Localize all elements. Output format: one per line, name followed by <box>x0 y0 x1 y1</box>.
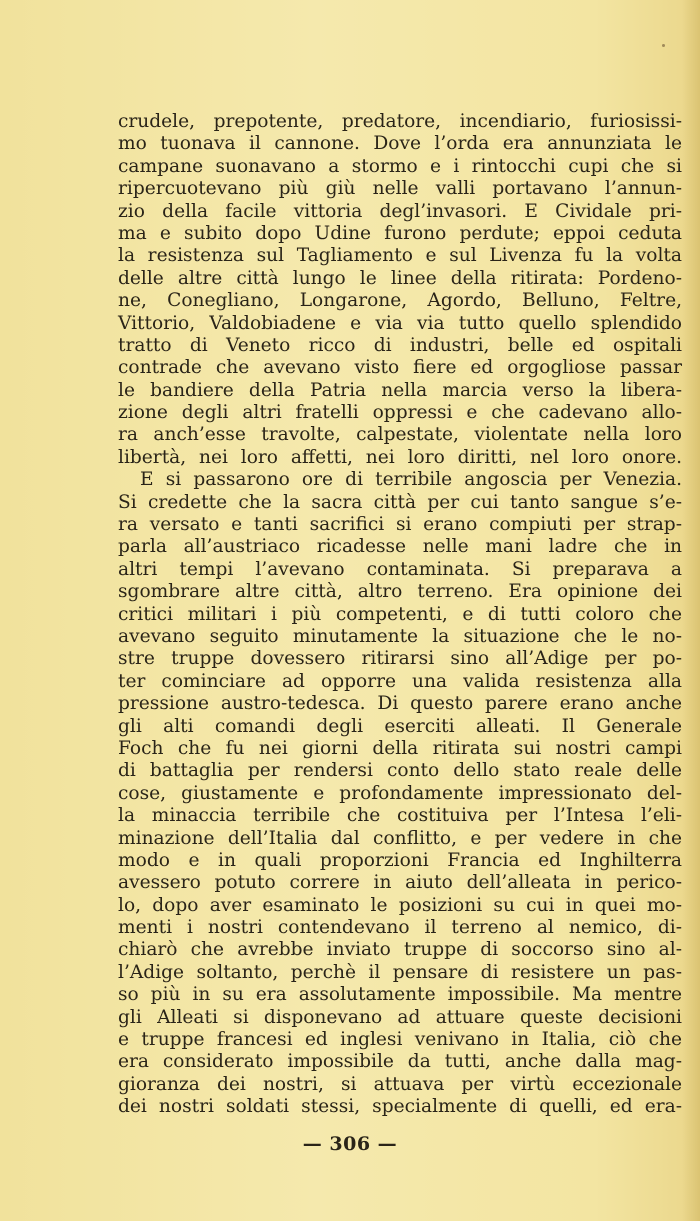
text-line: sgombrare altre città, altro terreno. Era opinione dei <box>118 581 682 603</box>
text-line: e truppe francesi ed inglesi venivano in Italia, ciò che <box>118 1029 682 1051</box>
text-line: Foch che fu nei giorni della ritirata sui nostri campi <box>118 737 682 759</box>
text-line: altri tempi l’avevano contaminata. Si preparava a <box>118 558 682 580</box>
text-line: contrade che avevano visto fiere ed orgogliose passar <box>118 357 682 379</box>
text-line: so più in su era assolutamente impossibile. Ma mentre <box>118 984 682 1006</box>
text-line: modo e in quali proporzioni Francia ed Inghilterra <box>118 849 682 871</box>
text-line: ra versato e tanti sacrifici si erano compiuti per strap- <box>118 514 682 536</box>
text-line: mo tuonava il cannone. Dove l’orda era annunziata le <box>118 133 682 155</box>
text-line: ne, Conegliano, Longarone, Agordo, Belluno, Feltre, <box>118 290 682 312</box>
text-line: gli alti comandi degli eserciti alleati. Il Generale <box>118 715 682 737</box>
text-line: pressione austro-tedesca. Di questo parere erano anche <box>118 693 682 715</box>
text-line: dei nostri soldati stessi, specialmente di quelli, ed era- <box>118 1096 682 1118</box>
text-line: libertà, nei loro affetti, nei loro diritti, nel loro onore. <box>118 446 682 468</box>
text-line: la resistenza sul Tagliamento e sul Livenza fu la volta <box>118 245 682 267</box>
paper-speck <box>662 44 665 47</box>
text-line: ma e subito dopo Udine furono perdute; eppoi ceduta <box>118 222 682 244</box>
text-line: di battaglia per rendersi conto dello stato reale delle <box>118 760 682 782</box>
text-line: ripercuotevano più giù nelle valli portavano l’annun- <box>118 178 682 200</box>
body-text <box>118 111 682 1119</box>
text-line: la minaccia terribile che costituiva per l’Intesa l’eli- <box>118 805 682 827</box>
text-line: delle altre città lungo le linee della ritirata: Pordeno- <box>118 267 682 289</box>
text-line: chiarò che avrebbe inviato truppe di soccorso sino al- <box>118 939 682 961</box>
page-edge-shadow <box>682 0 700 1221</box>
text-line: gioranza dei nostri, si attuava per virtù eccezionale <box>118 1073 682 1095</box>
text-line: stre truppe dovessero ritirarsi sino all’Adige per po- <box>118 648 682 670</box>
text-line: zio della facile vittoria degl’invasori. E Cividale pri- <box>118 200 682 222</box>
text-line: lo, dopo aver esaminato le posizioni su cui in quei mo- <box>118 894 682 916</box>
text-line: era considerato impossibile da tutti, anche dalla mag- <box>118 1051 682 1073</box>
text-line: critici militari i più competenti, e di tutti coloro che <box>118 603 682 625</box>
text-line: avevano seguito minutamente la situazione che le no- <box>118 625 682 647</box>
text-line: cose, giustamente e profondamente impressionato del- <box>118 782 682 804</box>
text-line: ter cominciare ad opporre una valida resistenza alla <box>118 670 682 692</box>
text-line: avessero potuto correre in aiuto dell’alleata in perico- <box>118 872 682 894</box>
text-line: Si credette che la sacra città per cui tanto sangue s’e- <box>118 491 682 513</box>
text-line: l’Adige soltanto, perchè il pensare di resistere un pas- <box>118 961 682 983</box>
text-line: tratto di Veneto ricco di industri, belle ed ospitali <box>118 334 682 356</box>
text-line: ra anch’esse travolte, calpestate, violentate nella loro <box>118 424 682 446</box>
text-line: crudele, prepotente, predatore, incendiario, furiosissi- <box>118 111 682 132</box>
text-line: minazione dell’Italia dal conflitto, e per vedere in che <box>118 827 682 849</box>
text-line: parla all’austriaco ricadesse nelle mani ladre che in <box>118 536 682 558</box>
page-number: — 306 — <box>302 1133 398 1155</box>
text-line: menti i nostri contendevano il terreno al nemico, di- <box>118 917 682 939</box>
text-line: campane suonavano a stormo e i rintocchi cupi che si <box>118 155 682 177</box>
text-line: zione degli altri fratelli oppressi e che cadevano allo- <box>118 402 682 424</box>
text-line: Vittorio, Valdobiadene e via via tutto quello splendido <box>118 312 682 334</box>
text-line: E si passarono ore di terribile angoscia per Venezia. <box>140 469 682 491</box>
text-line: le bandiere della Patria nella marcia verso la libera- <box>118 379 682 401</box>
text-line: gli Alleati si disponevano ad attuare queste decisioni <box>118 1006 682 1028</box>
